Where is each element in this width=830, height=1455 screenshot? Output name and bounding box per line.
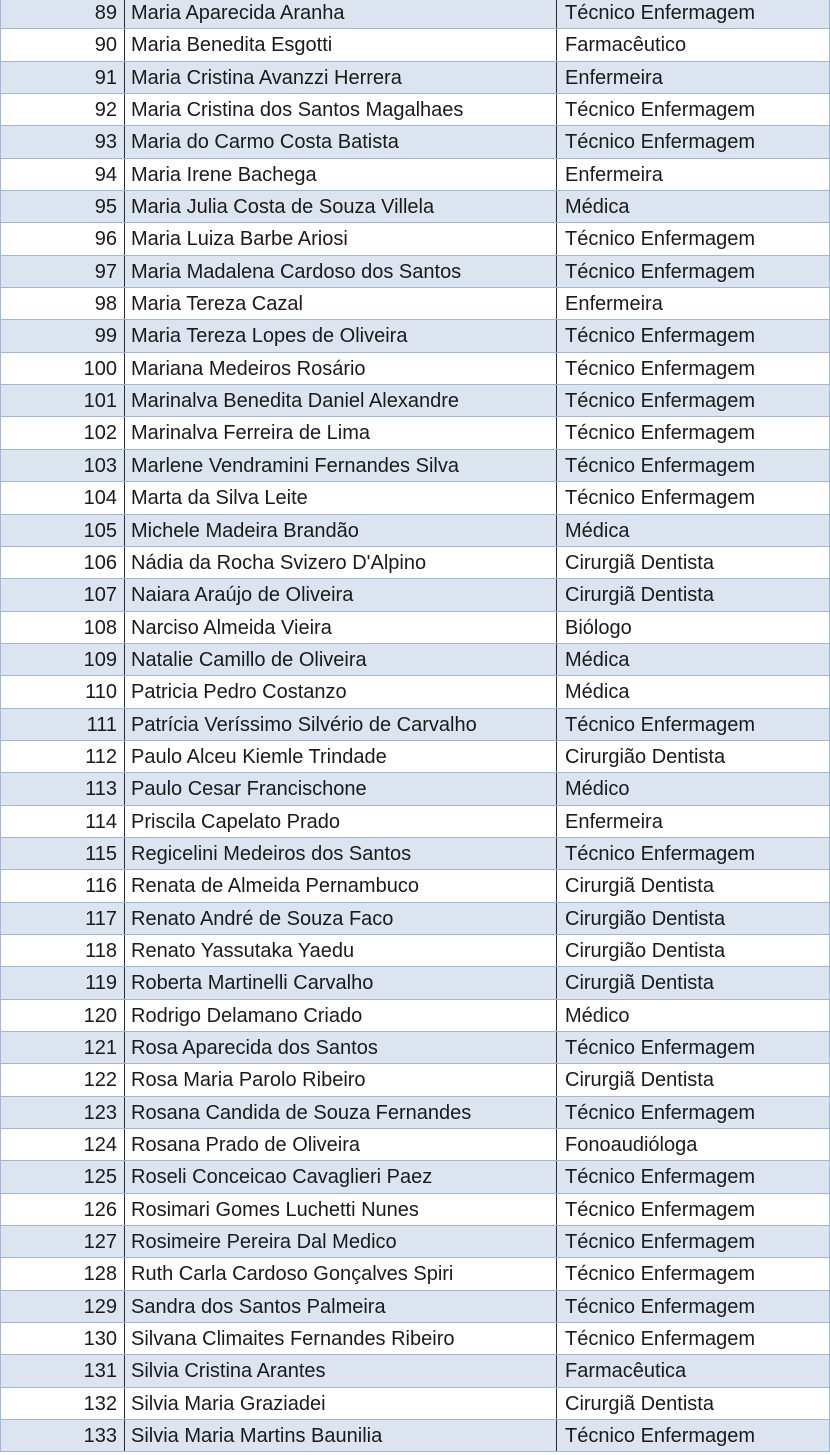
row-number-cell: 100 [0, 353, 124, 384]
role-cell: Cirurgião Dentista [557, 903, 830, 934]
row-number-cell: 95 [0, 191, 124, 222]
table-row [0, 1194, 830, 1226]
role-cell: Médica [557, 191, 830, 222]
role-cell: Técnico Enfermagem [557, 223, 830, 254]
role-cell: Médico [557, 1000, 830, 1031]
row-number-cell: 90 [0, 29, 124, 60]
row-number-cell: 111 [0, 709, 124, 740]
name-cell: Roberta Martinelli Carvalho [124, 967, 557, 998]
row-number-cell: 121 [0, 1032, 124, 1063]
table-row [0, 1161, 830, 1193]
role-cell: Técnico Enfermagem [557, 1420, 830, 1451]
table-row [0, 838, 830, 870]
table-row [0, 547, 830, 579]
role-cell: Enfermeira [557, 806, 830, 837]
row-number-cell: 110 [0, 676, 124, 707]
role-cell: Médica [557, 644, 830, 675]
row-number-cell: 124 [0, 1129, 124, 1160]
name-cell: Marlene Vendramini Fernandes Silva [124, 450, 557, 481]
name-cell: Sandra dos Santos Palmeira [124, 1291, 557, 1322]
name-cell: Narciso Almeida Vieira [124, 612, 557, 643]
role-cell: Cirurgiã Dentista [557, 967, 830, 998]
name-cell: Michele Madeira Brandão [124, 515, 557, 546]
table-row [0, 29, 830, 61]
row-number-cell: 99 [0, 320, 124, 351]
role-cell: Técnico Enfermagem [557, 385, 830, 416]
table-row [0, 515, 830, 547]
table-row [0, 1388, 830, 1420]
role-cell: Farmacêutica [557, 1355, 830, 1386]
table-row [0, 1291, 830, 1323]
role-cell: Médica [557, 515, 830, 546]
name-cell: Marta da Silva Leite [124, 482, 557, 513]
row-number-cell: 130 [0, 1323, 124, 1354]
name-cell: Maria do Carmo Costa Batista [124, 126, 557, 157]
name-cell: Patrícia Veríssimo Silvério de Carvalho [124, 709, 557, 740]
table-row [0, 676, 830, 708]
role-cell: Técnico Enfermagem [557, 1097, 830, 1128]
role-cell: Cirurgiã Dentista [557, 1064, 830, 1095]
name-cell: Naiara Araújo de Oliveira [124, 579, 557, 610]
role-cell: Enfermeira [557, 288, 830, 319]
row-number-cell: 104 [0, 482, 124, 513]
row-number-cell: 98 [0, 288, 124, 319]
row-number-cell: 106 [0, 547, 124, 578]
role-cell: Técnico Enfermagem [557, 417, 830, 448]
table-row [0, 1032, 830, 1064]
role-cell: Cirurgiã Dentista [557, 547, 830, 578]
role-cell: Cirurgiã Dentista [557, 1388, 830, 1419]
row-number-cell: 131 [0, 1355, 124, 1386]
table-row [0, 1064, 830, 1096]
role-cell: Cirurgiã Dentista [557, 579, 830, 610]
table-row [0, 773, 830, 805]
row-number-cell: 126 [0, 1194, 124, 1225]
name-cell: Rosimari Gomes Luchetti Nunes [124, 1194, 557, 1225]
row-number-cell: 113 [0, 773, 124, 804]
role-cell: Técnico Enfermagem [557, 353, 830, 384]
name-cell: Silvana Climaites Fernandes Ribeiro [124, 1323, 557, 1354]
name-cell: Rodrigo Delamano Criado [124, 1000, 557, 1031]
name-cell: Rosana Candida de Souza Fernandes [124, 1097, 557, 1128]
row-number-cell: 109 [0, 644, 124, 675]
name-cell: Maria Luiza Barbe Ariosi [124, 223, 557, 254]
row-number-cell: 108 [0, 612, 124, 643]
role-cell: Técnico Enfermagem [557, 838, 830, 869]
role-cell: Cirurgiã Dentista [557, 870, 830, 901]
role-cell: Fonoaudióloga [557, 1129, 830, 1160]
role-cell: Técnico Enfermagem [557, 126, 830, 157]
role-cell: Cirurgião Dentista [557, 935, 830, 966]
row-number-cell: 114 [0, 806, 124, 837]
table-row [0, 1129, 830, 1161]
role-cell: Técnico Enfermagem [557, 320, 830, 351]
name-cell: Silvia Cristina Arantes [124, 1355, 557, 1386]
role-cell: Técnico Enfermagem [557, 1258, 830, 1289]
table-row [0, 1258, 830, 1290]
row-number-cell: 118 [0, 935, 124, 966]
role-cell: Técnico Enfermagem [557, 256, 830, 287]
name-cell: Mariana Medeiros Rosário [124, 353, 557, 384]
table-row [0, 806, 830, 838]
name-cell: Priscila Capelato Prado [124, 806, 557, 837]
row-number-cell: 96 [0, 223, 124, 254]
row-number-cell: 93 [0, 126, 124, 157]
table-row [0, 288, 830, 320]
role-cell: Biólogo [557, 612, 830, 643]
table-row [0, 126, 830, 158]
row-number-cell: 107 [0, 579, 124, 610]
role-cell: Médico [557, 773, 830, 804]
row-number-cell: 122 [0, 1064, 124, 1095]
table-row [0, 94, 830, 126]
row-number-cell: 91 [0, 62, 124, 93]
name-cell: Natalie Camillo de Oliveira [124, 644, 557, 675]
row-number-cell: 129 [0, 1291, 124, 1322]
role-cell: Médica [557, 676, 830, 707]
row-number-cell: 102 [0, 417, 124, 448]
name-cell: Maria Irene Bachega [124, 159, 557, 190]
table-row [0, 935, 830, 967]
row-number-cell: 128 [0, 1258, 124, 1289]
name-cell: Silvia Maria Martins Baunilia [124, 1420, 557, 1451]
table-row [0, 417, 830, 449]
role-cell: Enfermeira [557, 62, 830, 93]
name-cell: Maria Benedita Esgotti [124, 29, 557, 60]
role-cell: Farmacêutico [557, 29, 830, 60]
name-cell: Maria Madalena Cardoso dos Santos [124, 256, 557, 287]
name-cell: Maria Tereza Cazal [124, 288, 557, 319]
name-cell: Rosimeire Pereira Dal Medico [124, 1226, 557, 1257]
row-number-cell: 133 [0, 1420, 124, 1451]
name-cell: Paulo Alceu Kiemle Trindade [124, 741, 557, 772]
name-cell: Roseli Conceicao Cavaglieri Paez [124, 1161, 557, 1192]
row-number-cell: 117 [0, 903, 124, 934]
row-number-cell: 115 [0, 838, 124, 869]
role-cell: Técnico Enfermagem [557, 709, 830, 740]
name-cell: Marinalva Ferreira de Lima [124, 417, 557, 448]
row-number-cell: 120 [0, 1000, 124, 1031]
name-cell: Silvia Maria Graziadei [124, 1388, 557, 1419]
row-number-cell: 127 [0, 1226, 124, 1257]
table-row [0, 159, 830, 191]
table-row [0, 191, 830, 223]
name-cell: Patricia Pedro Costanzo [124, 676, 557, 707]
row-number-cell: 92 [0, 94, 124, 125]
role-cell: Técnico Enfermagem [557, 482, 830, 513]
role-cell: Técnico Enfermagem [557, 450, 830, 481]
table-row [0, 385, 830, 417]
table-row [0, 482, 830, 514]
row-number-cell: 105 [0, 515, 124, 546]
row-number-cell: 103 [0, 450, 124, 481]
table-row [0, 1097, 830, 1129]
name-cell: Rosana Prado de Oliveira [124, 1129, 557, 1160]
row-number-cell: 116 [0, 870, 124, 901]
table-row [0, 579, 830, 611]
role-cell: Técnico Enfermagem [557, 1161, 830, 1192]
name-cell: Marinalva Benedita Daniel Alexandre [124, 385, 557, 416]
table-row [0, 644, 830, 676]
table-row [0, 353, 830, 385]
table-row [0, 1000, 830, 1032]
row-number-cell: 101 [0, 385, 124, 416]
name-cell: Maria Cristina dos Santos Magalhaes [124, 94, 557, 125]
name-cell: Rosa Aparecida dos Santos [124, 1032, 557, 1063]
table-row [0, 1226, 830, 1258]
row-number-cell: 125 [0, 1161, 124, 1192]
table-row [0, 62, 830, 94]
row-number-cell: 112 [0, 741, 124, 772]
name-cell: Maria Tereza Lopes de Oliveira [124, 320, 557, 351]
table-row [0, 0, 830, 29]
row-number-cell: 94 [0, 159, 124, 190]
role-cell: Enfermeira [557, 159, 830, 190]
role-cell: Técnico Enfermagem [557, 1291, 830, 1322]
name-cell: Rosa Maria Parolo Ribeiro [124, 1064, 557, 1095]
table-row [0, 320, 830, 352]
table-row [0, 450, 830, 482]
role-cell: Cirurgião Dentista [557, 741, 830, 772]
table-row [0, 612, 830, 644]
role-cell: Técnico Enfermagem [557, 1194, 830, 1225]
name-cell: Maria Cristina Avanzzi Herrera [124, 62, 557, 93]
name-cell: Paulo Cesar Francischone [124, 773, 557, 804]
table-row [0, 223, 830, 255]
role-cell: Técnico Enfermagem [557, 1323, 830, 1354]
name-cell: Renata de Almeida Pernambuco [124, 870, 557, 901]
table-row [0, 741, 830, 773]
name-cell: Maria Aparecida Aranha [124, 0, 557, 28]
table-row [0, 967, 830, 999]
name-cell: Nádia da Rocha Svizero D'Alpino [124, 547, 557, 578]
row-number-cell: 119 [0, 967, 124, 998]
name-cell: Ruth Carla Cardoso Gonçalves Spiri [124, 1258, 557, 1289]
name-cell: Regicelini Medeiros dos Santos [124, 838, 557, 869]
name-cell: Maria Julia Costa de Souza Villela [124, 191, 557, 222]
table-row [0, 870, 830, 902]
table-row [0, 1420, 830, 1452]
row-number-cell: 89 [0, 0, 124, 28]
table-row [0, 1355, 830, 1387]
row-number-cell: 123 [0, 1097, 124, 1128]
role-cell: Técnico Enfermagem [557, 0, 830, 28]
table-row [0, 256, 830, 288]
name-cell: Renato Yassutaka Yaedu [124, 935, 557, 966]
role-cell: Técnico Enfermagem [557, 1226, 830, 1257]
role-cell: Técnico Enfermagem [557, 94, 830, 125]
role-cell: Técnico Enfermagem [557, 1032, 830, 1063]
table-row [0, 903, 830, 935]
name-cell: Renato André de Souza Faco [124, 903, 557, 934]
row-number-cell: 132 [0, 1388, 124, 1419]
row-number-cell: 97 [0, 256, 124, 287]
table-row [0, 709, 830, 741]
table-row [0, 1323, 830, 1355]
